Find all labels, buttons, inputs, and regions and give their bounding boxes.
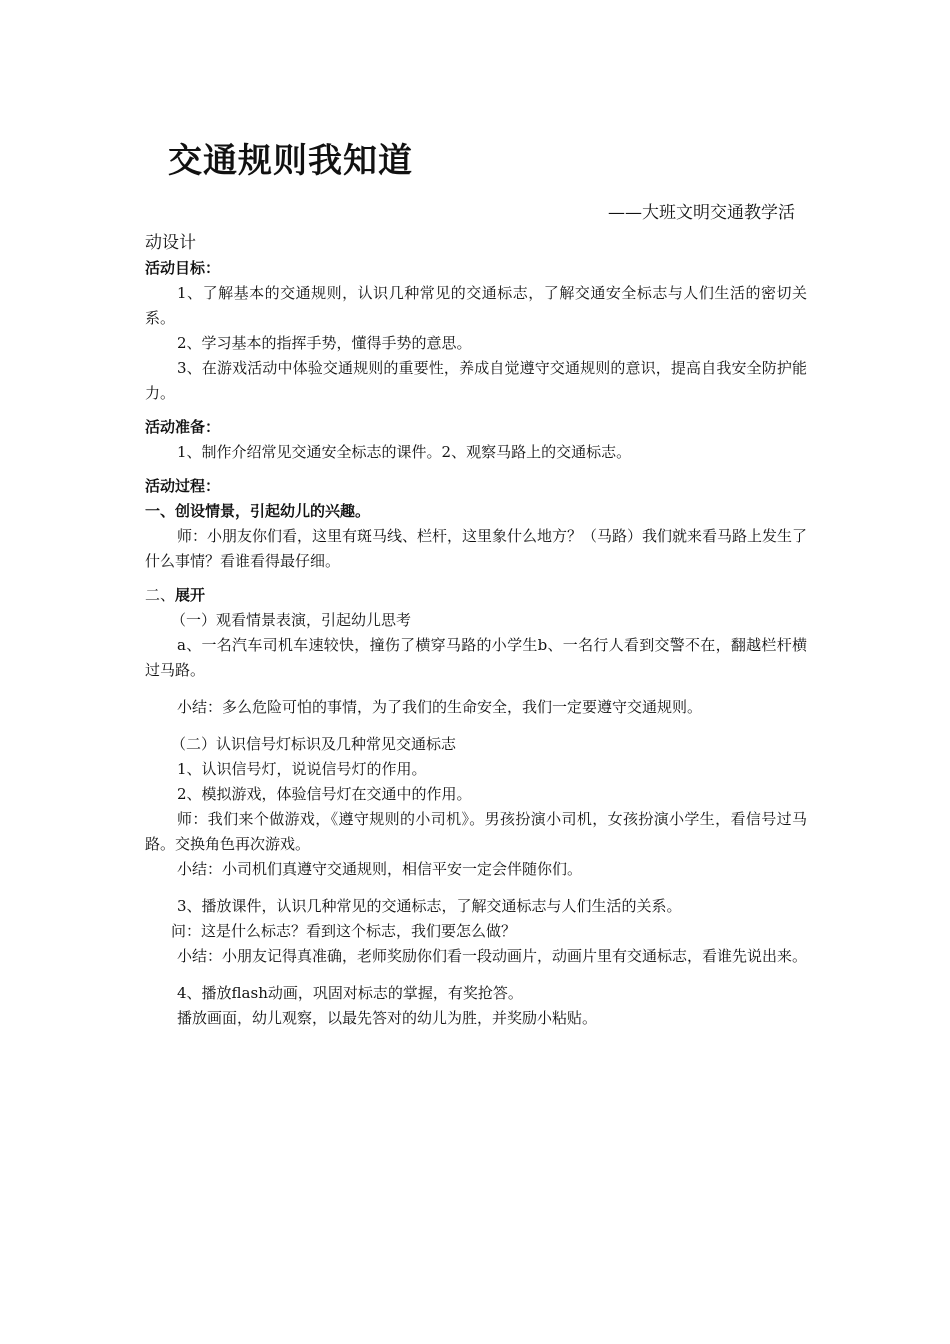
document-body — [145, 256, 807, 1031]
subtitle-line1: ——大班文明交通教学活 — [608, 203, 795, 223]
document-subtitle — [145, 198, 805, 258]
item3-summary: 小结：小朋友记得真准确，老师奖励你们看一段动画片，动画片里有交通标志，看谁先说出来。 — [177, 947, 808, 965]
goals-heading: 活动目标： — [145, 259, 221, 277]
subtitle-line2: 动设计 — [145, 233, 196, 253]
prep-text: 1、制作介绍常见交通安全标志的课件。2、观察马路上的交通标志。 — [177, 443, 632, 461]
step2-title-text: 展开 — [175, 586, 206, 604]
sub1-text: a、一名汽车司机车速较快，撞伤了横穿马路的小学生b、一名行人看到交警不在，翻越栏杆横过马路。 — [145, 636, 807, 679]
sub2-summary: 小结：小司机们真遵守交通规则，相信平安一定会伴随你们。 — [177, 860, 583, 878]
sub2-item2: 2、模拟游戏，体验信号灯在交通中的作用。 — [177, 785, 472, 803]
item4-text: 播放画面，幼儿观察，以最先答对的幼儿为胜，并奖励小粘贴。 — [177, 1009, 598, 1027]
goal-item: 3、在游戏活动中体验交通规则的重要性，养成自觉遵守交通规则的意识，提高自我安全防护能力。 — [145, 359, 807, 402]
sub1-title: （一）观看情景表演，引起幼儿思考 — [171, 611, 412, 629]
prep-heading: 活动准备： — [145, 418, 221, 436]
sub1-summary: 小结：多么危险可怕的事情，为了我们的生命安全，我们一定要遵守交通规则。 — [177, 698, 703, 716]
goal-item: 1、了解基本的交通规则，认识几种常见的交通标志，了解交通安全标志与人们生活的密切关系。 — [145, 284, 807, 327]
step2-title — [145, 583, 807, 608]
item3-question: 问：这是什么标志？看到这个标志，我们要怎么做？ — [171, 922, 517, 940]
process-heading: 活动过程： — [145, 477, 221, 495]
item4: 4、播放flash动画，巩固对标志的掌握，有奖抢答。 — [177, 984, 523, 1002]
sub2-title: （二）认识信号灯标识及几种常见交通标志 — [171, 735, 457, 753]
sub2-item1: 1、认识信号灯，说说信号灯的作用。 — [177, 760, 427, 778]
goal-item: 2、学习基本的指挥手势，懂得手势的意思。 — [177, 334, 472, 352]
document-title: 交通规则我知道 — [168, 141, 413, 181]
item3: 3、播放课件，认识几种常见的交通标志，了解交通标志与人们生活的关系。 — [177, 897, 682, 915]
step1-title — [145, 499, 807, 524]
sub2-game: 师：我们来个做游戏，《遵守规则的小司机》。男孩扮演小司机，女孩扮演小学生，看信号过马路。交换角色再次游戏。 — [145, 810, 807, 853]
step2-label: 二、 — [145, 586, 176, 604]
step1-text: 师：小朋友你们看，这里有斑马线、栏杆，这里象什么地方？（马路）我们就来看马路上发生了什么事情？看谁看得最仔细。 — [145, 527, 808, 570]
step1-title-text: 一、创设情景，引起幼儿的兴趣。 — [145, 502, 371, 520]
